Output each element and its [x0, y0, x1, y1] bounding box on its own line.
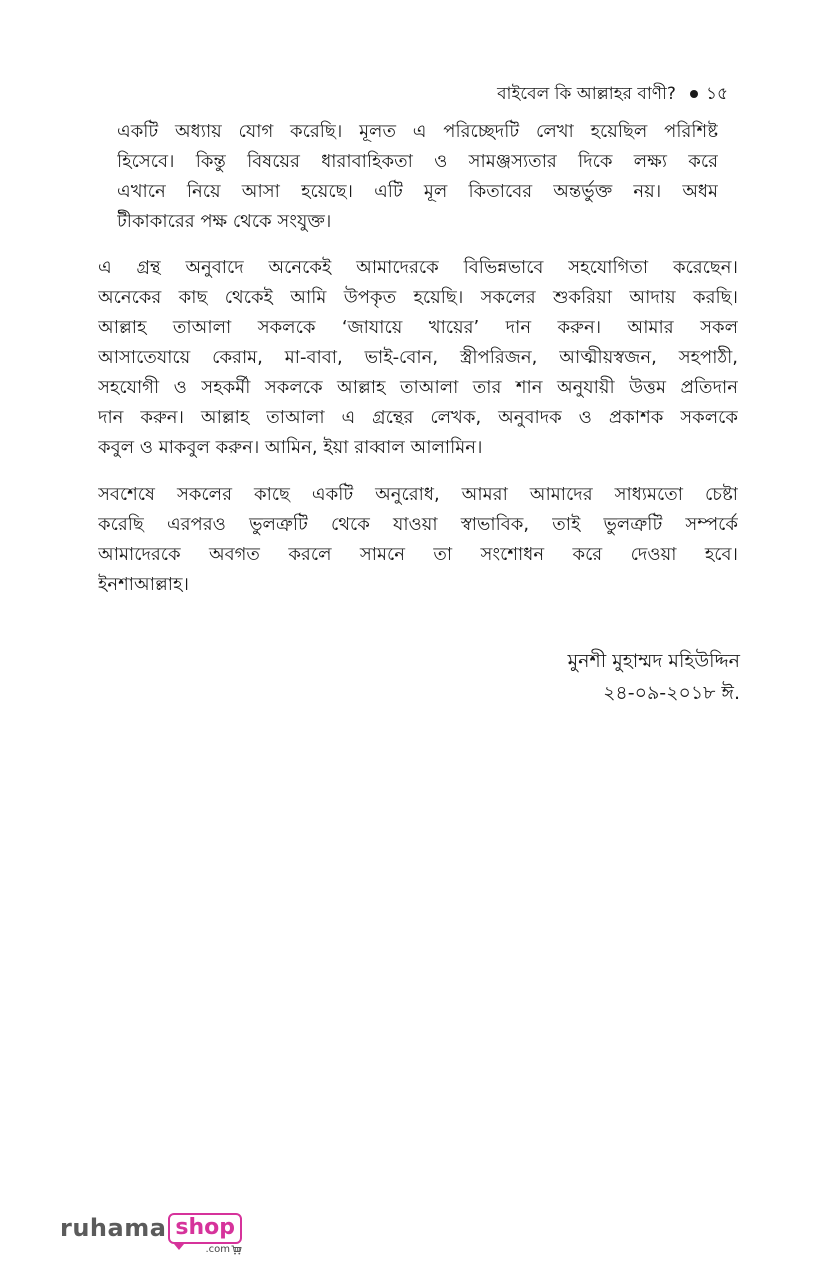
- text-line: এখানে নিয়ে আসা হয়েছে। এটি মূল কিতাবের অন্তর্ভুক্ত নয়। অধম: [117, 181, 718, 202]
- signature-block: [568, 645, 740, 709]
- text-line: আল্লাহ তাআলা সকলকে ‘জাযায়ে খায়ের’ দান করুন। আমার সকল: [98, 317, 738, 338]
- text-line: অনেকের কাছ থেকেই আমি উপকৃত হয়েছি। সকলের শুকরিয়া আদায় করছি।: [98, 287, 738, 308]
- logo-text-shop: shop: [168, 1213, 242, 1244]
- indented-note-block: [117, 117, 718, 237]
- text-line: সবশেষে সকলের কাছে একটি অনুরোধ, আমরা আমাদের সাধ্যমতো চেষ্টা: [98, 484, 738, 505]
- logo-text-ruhama: ruhama: [60, 1214, 167, 1242]
- text-line: একটি অধ্যায় যোগ করেছি। মূলত এ পরিচ্ছেদটি লেখা হয়েছিল পরিশিষ্ট: [117, 121, 718, 142]
- logo-shop-badge: [168, 1213, 242, 1255]
- text-line: আমাদেরকে অবগত করলে সামনে তা সংশোধন করে দেওয়া হবে।: [98, 544, 738, 565]
- text-line: হিসেবে। কিন্তু বিষয়ের ধারাবাহিকতা ও সামঞ্জস্যতার দিকে লক্ষ্য করে: [117, 151, 718, 172]
- closing-request-paragraph: [98, 480, 738, 600]
- text-line: সহযোগী ও সহকর্মী সকলকে আল্লাহ তাআলা তার শান অনুযায়ী উত্তম প্রতিদান: [98, 377, 738, 398]
- speech-bubble-tail: [174, 1244, 184, 1250]
- text-line: এ গ্রন্থ অনুবাদে অনেকেই আমাদেরকে বিভিন্নভাবে সহযোগিতা করেছেন।: [98, 257, 738, 278]
- running-header: [497, 82, 728, 106]
- text-line: ইনশাআল্লাহ।: [98, 574, 189, 595]
- text-line: টীকাকারের পক্ষ থেকে সংযুক্ত।: [117, 211, 332, 232]
- text-line: কবুল ও মাকবুল করুন। আমিন, ইয়া রাব্বাল আলামিন।: [98, 437, 483, 458]
- shopping-cart-icon: [231, 1245, 242, 1255]
- signature-date: ২৪-০৯-২০১৮ ঈ.: [603, 682, 740, 704]
- text-line: দান করুন। আল্লাহ তাআলা এ গ্রন্থের লেখক, অনুবাদক ও প্রকাশক সকলকে: [98, 407, 738, 428]
- text-line: আসাতেযায়ে কেরাম, মা-বাবা, ভাই-বোন, স্ত্রীপরিজন, আত্মীয়স্বজন, সহপাঠী,: [98, 347, 738, 368]
- text-line: করেছি এরপরও ভুলত্রুটি থেকে যাওয়া স্বাভাবিক, তাই ভুলত্রুটি সম্পর্কে: [98, 514, 738, 535]
- logo-domain-text: .com: [205, 1244, 231, 1255]
- ruhamashop-logo: [60, 1213, 242, 1255]
- logo-domain: [205, 1244, 242, 1255]
- bullet-icon: [690, 90, 698, 98]
- acknowledgement-paragraph: [98, 253, 738, 463]
- page-number: ১৫: [705, 84, 728, 104]
- signature-name: মুনশী মুহাম্মদ মহিউদ্দিন: [567, 650, 740, 672]
- running-title: বাইবেল কি আল্লাহর বাণী?: [497, 84, 676, 104]
